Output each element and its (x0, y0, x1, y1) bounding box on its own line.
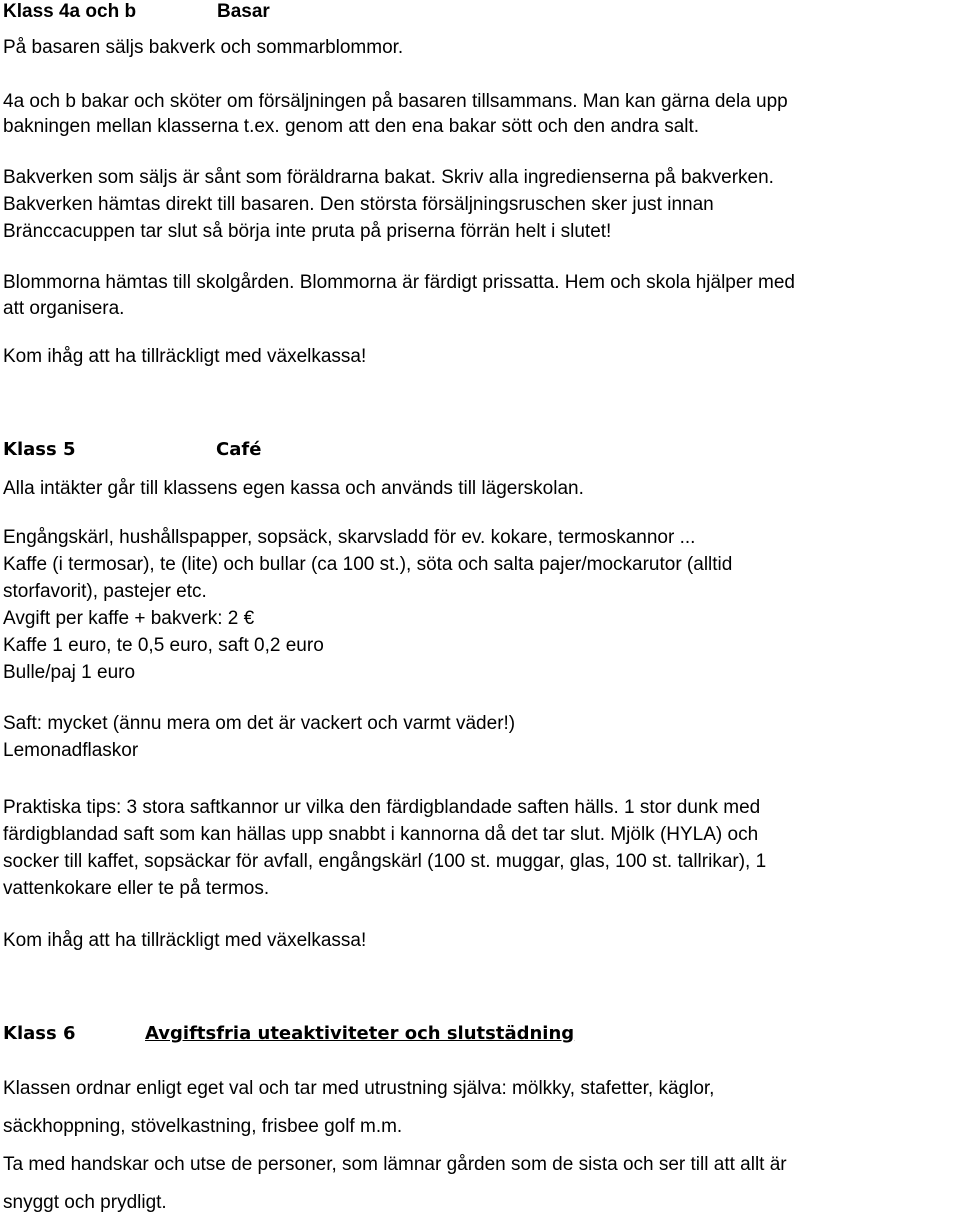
section-klass4-title: Basar (217, 1, 270, 22)
klass6-paragraph-line: säckhoppning, stövelkastning, frisbee golf m.m. (3, 1116, 403, 1137)
klass4-paragraph-line: Blommorna hämtas till skolgården. Blommorna är färdigt prissatta. Hem och skola hjälper med (3, 272, 795, 293)
section-klass6-class-label: Klass 6 (3, 1023, 76, 1044)
klass4-paragraph-line: bakningen mellan klasserna t.ex. genom att den ena bakar sött och den andra salt. (3, 116, 700, 137)
klass6-paragraph-line: Klassen ordnar enligt eget val och tar med utrustning själva: mölkky, stafetter, käglor, (3, 1078, 715, 1099)
section-klass4-class-label: Klass 4a och b (3, 1, 137, 22)
klass5-tips-line: vattenkokare eller te på termos. (3, 878, 270, 899)
klass4-paragraph-line: Bakverken hämtas direkt till basaren. Den största försäljningsruschen sker just innan (3, 194, 714, 215)
klass4-paragraph-line: att organisera. (3, 298, 125, 319)
klass5-paragraph-line: Engångskärl, hushållspapper, sopsäck, skarvsladd för ev. kokare, termoskannor ... (3, 527, 696, 548)
klass5-paragraph-line: Saft: mycket (ännu mera om det är vackert och varmt väder!) (3, 713, 516, 734)
klass4-reminder: Kom ihåg att ha tillräckligt med växelkassa! (3, 346, 367, 367)
section-klass6-title: Avgiftsfria uteaktiviteter och slutstädning (145, 1023, 575, 1044)
klass5-paragraph-line: Alla intäkter går till klassens egen kassa och används till lägerskolan. (3, 478, 584, 499)
klass5-paragraph-line: Lemonadflaskor (3, 740, 139, 761)
klass5-price-line: Bulle/paj 1 euro (3, 662, 136, 683)
section-klass5-class-label: Klass 5 (3, 439, 76, 460)
klass4-paragraph-line: 4a och b bakar och sköter om försäljningen på basaren tillsammans. Man kan gärna dela upp (3, 91, 788, 112)
section-klass5-title: Café (216, 439, 262, 460)
klass5-tips-line: färdigblandad saft som kan hällas upp snabbt i kannorna då det tar slut. Mjölk (HYLA) och (3, 824, 759, 845)
klass6-paragraph-line: snyggt och prydligt. (3, 1192, 167, 1213)
klass5-paragraph-line: Kaffe (i termosar), te (lite) och bullar (ca 100 st.), söta och salta pajer/mockarutor (alltid (3, 554, 733, 575)
klass4-paragraph-line: På basaren säljs bakverk och sommarblommor. (3, 37, 404, 58)
klass5-price-line: Kaffe 1 euro, te 0,5 euro, saft 0,2 euro (3, 635, 324, 656)
klass6-paragraph-line: Ta med handskar och utse de personer, som lämnar gården som de sista och ser till att allt är (3, 1154, 787, 1175)
klass5-paragraph-line: storfavorit), pastejer etc. (3, 581, 207, 602)
klass4-paragraph-line: Bränccacuppen tar slut så börja inte pruta på priserna förrän helt i slutet! (3, 221, 612, 242)
klass5-fee-line: Avgift per kaffe + bakverk: 2 € (3, 608, 255, 629)
klass5-tips-line: socker till kaffet, sopsäckar för avfall, engångskärl (100 st. muggar, glas, 100 st. tallrikar), 1 (3, 851, 767, 872)
klass5-reminder: Kom ihåg att ha tillräckligt med växelkassa! (3, 930, 367, 951)
klass5-tips-line: Praktiska tips: 3 stora saftkannor ur vilka den färdigblandade saften hälls. 1 stor dunk med (3, 797, 761, 818)
klass4-paragraph-line: Bakverken som säljs är sånt som föräldrarna bakat. Skriv alla ingredienserna på bakverken. (3, 167, 774, 188)
